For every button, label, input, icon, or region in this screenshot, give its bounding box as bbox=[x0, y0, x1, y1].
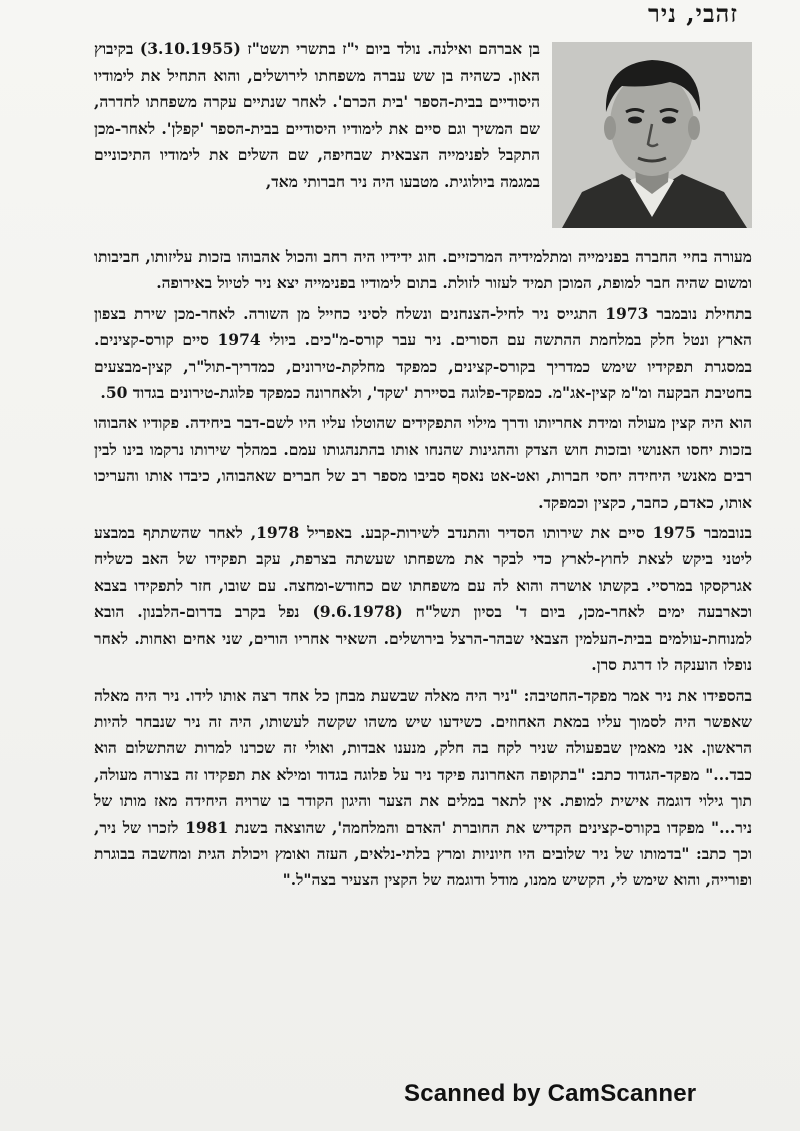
paragraph: בהספידו את ניר אמר מפקד-החטיבה: "ניר היה מאלה שבשעת מבחן כל אחד רצה אותו לידו. ניר היה מאלה שאפשר היה לסמוך עליו במאת האחוזים. כשידעו שיש משהו שקשה לעשותו, היה זה ניר שנבחר להיות הראשון. אני מאמין שבפעולה שניר לקח בה חלק, מנענו אבדות, ואולי זה שכרנו למרות שהתשלום הוא כבד..." מפקד-הגדוד כתב: "בתקופה האחרונה פיקד ניר על פלוגה בגדוד ומילא את תפקידו זה בצורה מעולה, תוך גילוי דוגמה אישית למופת. אין לתאר במלים את הצער והיגון הקודר בו שרויה היחידה מאז מותו של ניר..." מפקדו בקורס-קצינים הקדיש את החוברת 'האדם והמלחמה', שהוצאה בשנת 1981 לזכרו של ניר, וכך כתב: "בדמותו של ניר שלובים היו חיוניות ומרץ בלתי-נלאים, העזה ואומץ ויכולת הגית ומחשבה בבוגרת ופורייה, והוא שימש לי, הקשיש ממנו, מודל ודוגמה של הקצין הצעיר בצה"ל." bbox=[94, 685, 753, 890]
intro-text: בן אברהם ואילנה. נולד ביום י"ז בתשרי תשט"ז (3.10.1955) בקיבוץ האון. כשהיה בן שש עברה משפחתו לירושלים, והוא התחיל את לימודיו היסודיים בבית-הספר 'בית הכרם'. לאחר שנתיים עקרה משפחתו לחדרה, שם המשיך וגם סיים את לימודיו היסודיים בבית-הספר 'קפלן'. לאחר-מכן התקבל לפנימייה הצבאית שבחיפה, שם השלים את לימודיו התיכוניים במגמה ביולוגית. מטבעו היה ניר חברותי מאד, bbox=[94, 39, 540, 191]
paragraph: מעורה בחיי החברה בפנימייה ומתלמידיה המרכזיים. חוג ידידיו היה רחב והכול אהבוהו בזכות עליזותו, חביבותו ומשום שהיה חבר למופת, המוכן תמיד לעזור לזולת. בתום לימודיו בפנימייה יצא ניר לטיול באירופה. bbox=[94, 247, 752, 293]
paragraph: בנובמבר 1975 סיים את שירותו הסדיר והתנדב לשירות-קבע. באפריל 1978, לאחר שהשתתף במבצע ליטני ביקש לצאת לחוץ-לארץ כדי לבקר את משפחתו שעשתה בצרפת, עקב תפקידו של האב כשליח אגרקסקו במרסיי. בקשתו אושרה והוא לה עם משפחתו שם כחודש-ומחצה. עם שובו, חזר לתפקידו בצבא וכארבעה ימים לאחר-מכן, ביום ד' בסיון תשל"ח (9.6.1978) נפל בקרב בדרום-הלבנון. הובא למנוחת-עולמים בבית-העלמין הצבאי שבהר-הרצל בירושלים. השאיר אחריו הורים, שני אחים ואחות. לאחר נופלו הוענקה לו דרגת סרן. bbox=[94, 523, 752, 675]
paragraph: הוא היה קצין מעולה ומידת אחריותו ודרך מילוי התפקידים שהוטלו עליו היו לשם-דבר ביחידה. פקודיו אהבוהו בזכות יחסו האנושי ובזכות חוש הצדק וההגינות שהנחו אותו בהתנהגותו עמם. במהלך שירותו נרקמו בינו לבין רבים מאנשי היחידה יחסי חברות, ואט-אט נאסף סביבו מספר רב של חברים שאהבוהו, כיבדו אותו והעריכו אותו, כאדם, כחבר, כקצין וכמפקד. bbox=[94, 413, 752, 512]
intro-paragraph bbox=[94, 36, 540, 195]
camscanner-watermark: Scanned by CamScanner bbox=[404, 1080, 697, 1107]
paragraph: בתחילת נובמבר 1973 התגייס ניר לחיל-הצנחנים ונשלח לסיני כחייל מן השורה. לאחר-מכן שירת בצפון הארץ ונטל חלק במלחמת ההתשה עם הסורים. ניר עבר קורס-מ"כים. ביולי 1974 סיים קורס-קצינים. במסגרת תפקידיו שימש כמדריך בקורס-קצינים, כמפקד מחלקת-טירונים, כמדריך-תול"ר, קצין-מבצעים בחטיבת הבקעה ומ"מ קצין-אג"מ. כמפקד-פלוגה בסיירת 'שקד', ולאחרונה כמפקד פלוגת-טירונים בגדוד 50. bbox=[94, 303, 753, 403]
portrait-photo-icon bbox=[552, 42, 752, 228]
body-text bbox=[94, 244, 752, 898]
page-title: זהבי, ניר bbox=[648, 0, 738, 28]
